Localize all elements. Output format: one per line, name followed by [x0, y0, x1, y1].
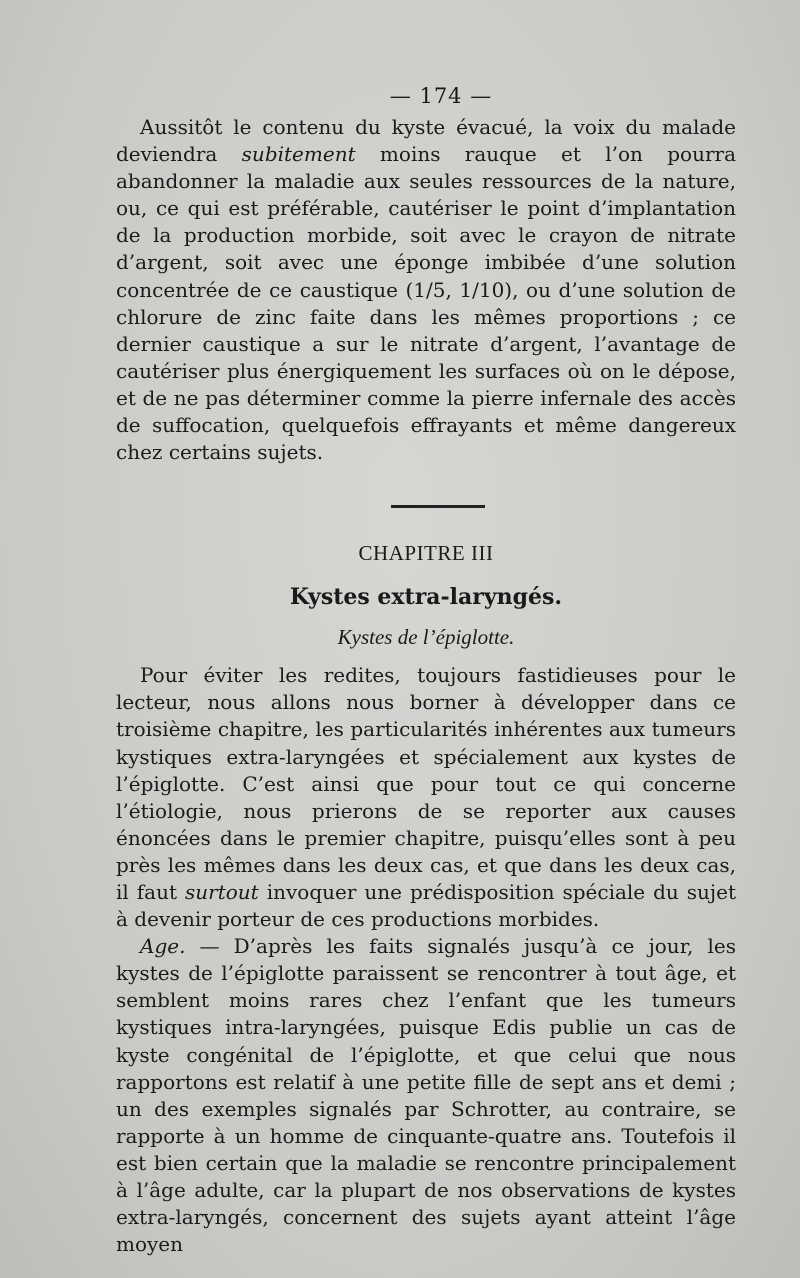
chapter-heading: CHAPITRE III	[358, 541, 494, 566]
page-number: — 174 —	[389, 84, 493, 108]
paragraph-text: moins rauque et l’on pourra abandonner la maladie aux seules ressources de la nature, ou, ce qui est préférable, cautériser le point d’implantation de la production morbide, soit avec le crayon de nitrate d’argent, soit avec une éponge imbibée d’une solution concentrée de ce caustique (1/5, 1/10), ou d’une solution de chlorure de zinc faite dans les mêmes proportions ; ce dernier caustique a sur le nitrate d’argent, l’avantage de cautériser plus énergiquement les surfaces où on le dépose, et de ne pas déterminer comme la pierre infernale des accès de suffocation, quelquefois effrayants et même dangereux chez certains sujets.	[116, 142, 736, 465]
emphasis-text: surtout	[185, 879, 259, 904]
paragraph-text: Pour éviter les redites, toujours fastidieuses pour le lecteur, nous allons nous borner à développer dans ce troisième chapitre, les particularités inhérentes aux tumeurs kystiques extra-laryngées et spécialement aux kystes de l’épiglotte. C’est ainsi que pour tout ce qui concerne l’étiologie, nous prierons de se reporter aux causes énoncées dans le premier chapitre, puisqu’elles sont à peu près les mêmes dans les deux cas, et que dans les deux cas, il faut	[116, 663, 736, 904]
paragraph-text: invoquer une prédisposition spéciale du sujet à devenir porteur de ces productions morbides.	[116, 879, 736, 932]
emphasis-text: Age.	[140, 934, 186, 959]
paragraph-introduction	[116, 662, 736, 933]
section-heading: Kystes extra-laryngés.	[289, 584, 563, 611]
paragraph-text: Aussitôt le contenu du kyste évacué, la voix du malade deviendra	[116, 115, 736, 167]
paragraph-cauterisation	[116, 114, 736, 466]
section-divider	[391, 505, 485, 508]
paragraph-text: — D’après les faits signalés jusqu’à ce jour, les kystes de l’épiglotte paraissent se rencontrer à tout âge, et semblent moins rares chez l’enfant que les tumeurs kystiques intra-laryngées, puisque Edis publie un cas de kyste congénital de l’épiglotte, et que celui que nous rapportons est relatif à une petite fille de sept ans et demi ; un des exemples signalés par Schrotter, au contraire, se rapporte à un homme de cinquante-quatre ans. Toutefois il est bien certain que la maladie se rencontre principalement à l’âge adulte, car la plupart de nos observations de kystes extra-laryngés, concernent des sujets ayant atteint l’âge moyen	[116, 934, 736, 1257]
book-page	[116, 78, 736, 1258]
paragraph-age	[116, 933, 736, 1258]
subsection-heading: Kystes de l’épiglotte.	[337, 625, 515, 650]
emphasis-text: subitement	[241, 142, 356, 167]
